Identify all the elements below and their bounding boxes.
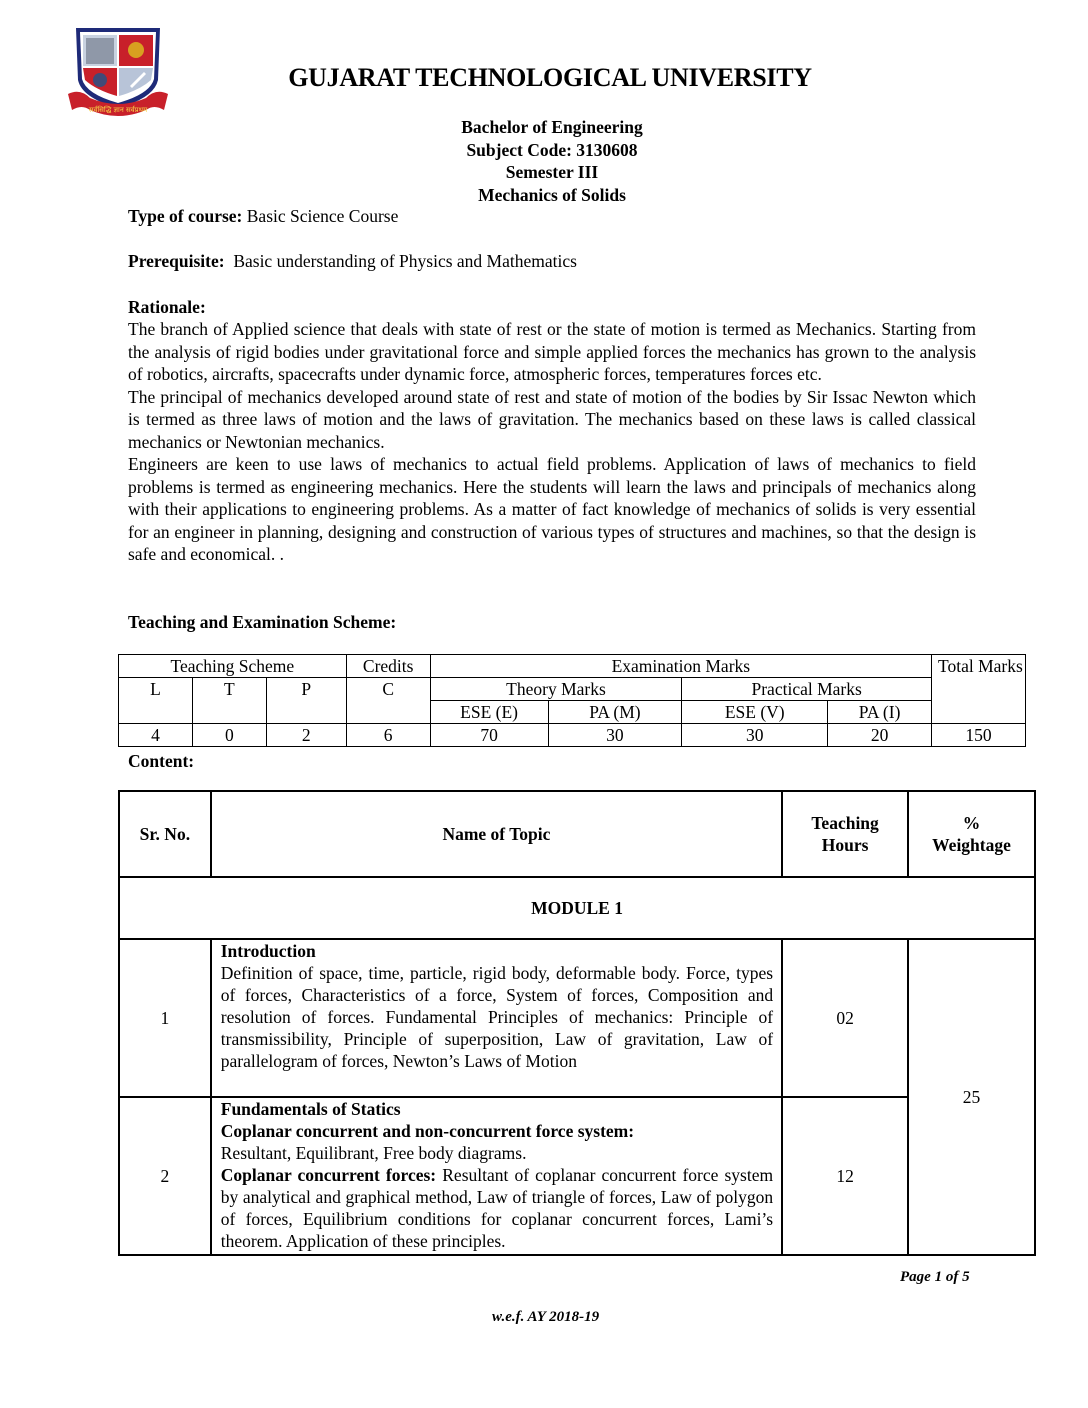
topic-subtitle: Coplanar concurrent and non-concurrent force system: xyxy=(220,1121,635,1141)
effective-year: w.e.f. AY 2018-19 xyxy=(492,1309,600,1325)
teaching-hours: 12 xyxy=(782,1097,908,1255)
header-ese-e: ESE (E) xyxy=(430,701,548,724)
rationale-body xyxy=(128,318,976,566)
course-type-label: Type of course: xyxy=(128,206,243,226)
header-ese-v: ESE (V) xyxy=(682,701,828,724)
prerequisite xyxy=(128,250,577,273)
header-examination-marks: Examination Marks xyxy=(430,655,931,678)
prerequisite-label: Prerequisite: xyxy=(128,251,225,271)
topic-body xyxy=(221,1164,773,1252)
header-teaching-hours: Teaching Hours xyxy=(782,791,908,877)
rationale-paragraph: The branch of Applied science that deals with state of rest or the state of motion is termed as Mechanics. Starting from the analysis of rigid bodies under gravitational force and simple applied forces the mechanics has grown to the analysis of robotics, aircrafts, spacecrafts under dynamic force, atmospheric forces, temperatures forces etc. xyxy=(128,319,976,384)
header-pa-i: PA (I) xyxy=(828,701,932,724)
content-table xyxy=(118,790,1036,1256)
sr-no: 2 xyxy=(119,1097,211,1255)
header-c: C xyxy=(346,678,430,724)
value-total: 150 xyxy=(932,724,1026,747)
value-ese-v: 30 xyxy=(682,724,828,747)
sr-no: 1 xyxy=(119,939,211,1097)
topic-sub-body: Resultant of coplanar concurrent force system by analytical and graphical method, Law of triangle of forces, Law of polygon of forces, Equilibrium conditions for coplanar concurrent forces, Lami’s theorem. Application of these principles. xyxy=(220,1165,774,1251)
topic-cell xyxy=(211,939,782,1097)
rationale-paragraph: The principal of mechanics developed around state of rest and state of motion of the bodies by Sir Issac Newton which is termed as three laws of motion and the laws of gravitation. The mechanics based on these laws is called classical mechanics or Newtonian mechanics. xyxy=(128,386,976,452)
header-pa-m: PA (M) xyxy=(548,701,682,724)
header-practical-marks: Practical Marks xyxy=(682,678,932,701)
value-pa-m: 30 xyxy=(548,724,682,747)
value-l: 4 xyxy=(119,724,193,747)
rationale-heading: Rationale: xyxy=(128,297,206,317)
module-heading: MODULE 1 xyxy=(119,877,1035,939)
university-title: GUJARAT TECHNOLOGICAL UNIVERSITY xyxy=(288,63,812,92)
value-t: 0 xyxy=(192,724,266,747)
value-c: 6 xyxy=(346,724,430,747)
rationale-paragraph: Engineers are keen to use laws of mechanics to actual field problems. Application of laws of mechanics to field problems is termed as engineering mechanics. Here the students will learn the laws and principals of mechanics along with their applications to engineering problems. As a matter of fact knowledge of mechanics of solids is very essential for an engineer in planning, designing and construction of various types of structures and machines, so that the design is safe and economical. . xyxy=(128,454,976,564)
course-header xyxy=(350,116,754,206)
weightage: 25 xyxy=(908,939,1035,1255)
header-teaching-scheme: Teaching Scheme xyxy=(119,655,347,678)
table-row xyxy=(119,724,1026,747)
topic-title: Introduction xyxy=(220,941,316,961)
scheme-heading: Teaching and Examination Scheme: xyxy=(128,612,397,632)
semester: Semester III xyxy=(505,162,599,182)
header-sr-no: Sr. No. xyxy=(119,791,211,877)
prerequisite-value: Basic understanding of Physics and Mathematics xyxy=(224,251,577,271)
topic-sub-label: Coplanar concurrent forces: xyxy=(220,1165,437,1185)
header-credits: Credits xyxy=(346,655,430,678)
subject-code: Subject Code: 3130608 xyxy=(466,139,638,160)
header-t: T xyxy=(192,678,266,724)
degree: Bachelor of Engineering xyxy=(461,117,643,137)
value-p: 2 xyxy=(266,724,346,747)
course-type xyxy=(128,205,398,228)
course-type-value: Basic Science Course xyxy=(242,206,399,226)
table-row xyxy=(119,1097,1035,1255)
topic-line: Resultant, Equilibrant, Free body diagrams. xyxy=(220,1143,527,1163)
topic-cell xyxy=(211,1097,782,1255)
teaching-exam-scheme-table xyxy=(118,654,1026,747)
content-heading: Content: xyxy=(128,751,195,771)
teaching-hours: 02 xyxy=(782,939,908,1097)
table-row xyxy=(119,939,1035,1097)
header-l: L xyxy=(119,678,193,724)
svg-text:सर्वसिद्धि ज्ञान सर्वप्रथम: सर्वसिद्धि ज्ञान सर्वप्रथम xyxy=(88,106,148,114)
subject-name: Mechanics of Solids xyxy=(478,184,626,205)
value-ese-e: 70 xyxy=(430,724,548,747)
page-number: Page 1 of 5 xyxy=(900,1269,970,1285)
header-p: P xyxy=(266,678,346,724)
topic-body: Definition of space, time, particle, rigid body, deformable body. Force, types of forces, Characteristics of a force, System of forces, Composition and resolution of forces. Fundamental Principles of mechanics: Principle of transmissibility, Principle of superposition, Law of gravitation, Law of parallelogram of forces, Newton’s Laws of Motion xyxy=(220,963,774,1071)
topic-title: Fundamentals of Statics xyxy=(220,1099,401,1119)
header-topic: Name of Topic xyxy=(211,791,782,877)
header-theory-marks: Theory Marks xyxy=(430,678,682,701)
header-weightage: % Weightage xyxy=(908,791,1035,877)
header-total-marks: Total Marks xyxy=(932,655,1026,724)
value-pa-i: 20 xyxy=(828,724,932,747)
